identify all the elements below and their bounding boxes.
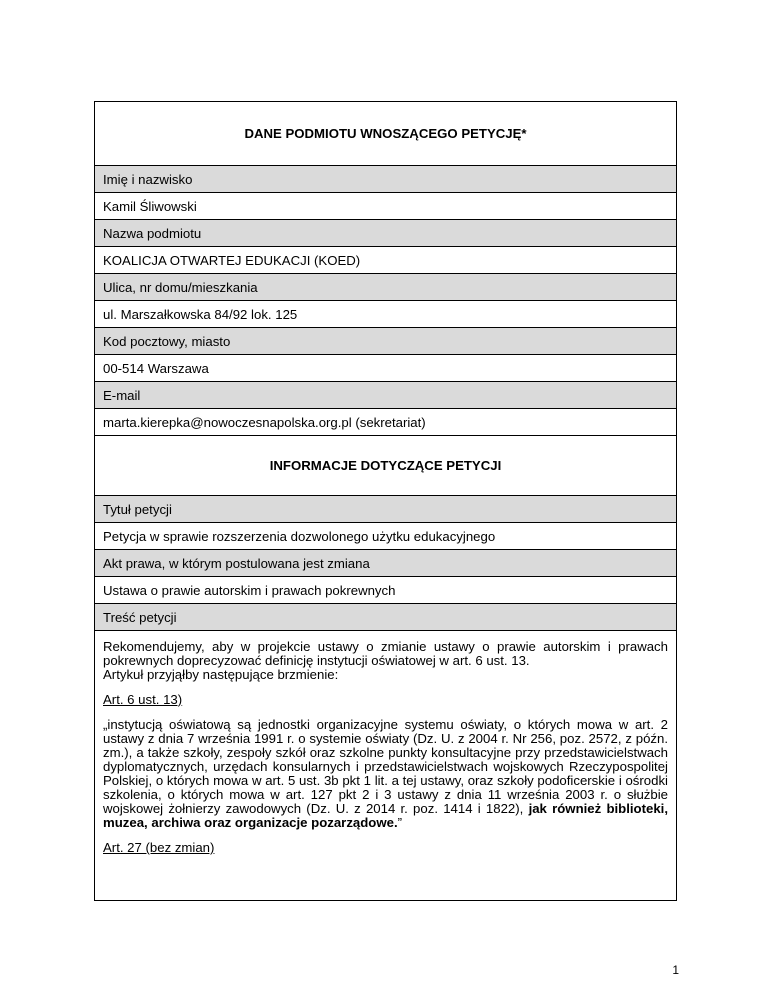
field-label-email: E-mail bbox=[95, 381, 676, 408]
page-number: 1 bbox=[672, 963, 679, 977]
field-value-name: Kamil Śliwowski bbox=[95, 192, 676, 219]
content-intro-2: Artykuł przyjąłby następujące brzmienie: bbox=[103, 667, 339, 682]
field-label-title: Tytuł petycji bbox=[95, 495, 676, 522]
petition-form bbox=[94, 101, 677, 901]
field-value-email: marta.kierepka@nowoczesnapolska.org.pl (sekretariat) bbox=[95, 408, 676, 435]
article-heading: Art. 6 ust. 13) bbox=[103, 692, 183, 707]
field-value-postal: 00-514 Warszawa bbox=[95, 354, 676, 381]
section-header-petition bbox=[95, 435, 676, 495]
field-label-postal: Kod pocztowy, miasto bbox=[95, 327, 676, 354]
field-label-street: Ulica, nr domu/mieszkania bbox=[95, 273, 676, 300]
field-label-name: Imię i nazwisko bbox=[95, 165, 676, 192]
field-value-content bbox=[95, 630, 676, 900]
field-label-content: Treść petycji bbox=[95, 603, 676, 630]
field-value-title: Petycja w sprawie rozszerzenia dozwolonego użytku edukacyjnego bbox=[95, 522, 676, 549]
field-value-street: ul. Marszałkowska 84/92 lok. 125 bbox=[95, 300, 676, 327]
field-label-act: Akt prawa, w którym postulowana jest zmiana bbox=[95, 549, 676, 576]
content-intro: Rekomendujemy, aby w projekcie ustawy o zmianie ustawy o prawie autorskim i prawach pokrewnych doprecyzować definicję instytucji oświatowej w art. 6 ust. 13. bbox=[103, 639, 668, 668]
article-bold-text: jak również biblioteki, muzea, archiwa oraz organizacje pozarządowe. bbox=[103, 801, 668, 830]
article-text: „instytucją oświatową są jednostki organizacyjne systemu oświaty, o których mowa w art. 2 ustawy z dnia 7 września 1991 r. o systemie oświaty (Dz. U. z 2004 r. Nr 256, poz. 2572, z późn. zm.), a także szkoły, zespoły szkół oraz szkolne punkty konsultacyjne przy przedstawicielstwach dyplomatycznych, urzędach konsularnych i przedstawicielstwach wojskowych Rzeczypospolitej Polskiej, o których mowa w art. 5 ust. 3b pkt 1 lit. a tej ustawy, oraz szkoły podoficerskie i ośrodki szkolenia, o których mowa w art. 127 pkt 2 i 3 ustawy z dnia 11 września 2003 r. o służbie wojskowej żołnierzy zawodowych (Dz. U. z 2014 r. poz. 1414 i 1822), jak również biblioteki, muzea, archiwa oraz organizacje pozarządowe.” bbox=[103, 717, 668, 830]
section-header-applicant bbox=[95, 102, 676, 165]
field-label-entity: Nazwa podmiotu bbox=[95, 219, 676, 246]
article-heading: Art. 27 (bez zmian) bbox=[103, 840, 215, 855]
section-title: INFORMACJE DOTYCZĄCE PETYCJI bbox=[269, 458, 502, 473]
field-value-act: Ustawa o prawie autorskim i prawach pokrewnych bbox=[95, 576, 676, 603]
section-title: DANE PODMIOTU WNOSZĄCEGO PETYCJĘ* bbox=[244, 126, 527, 141]
field-value-entity: KOALICJA OTWARTEJ EDUKACJI (KOED) bbox=[95, 246, 676, 273]
